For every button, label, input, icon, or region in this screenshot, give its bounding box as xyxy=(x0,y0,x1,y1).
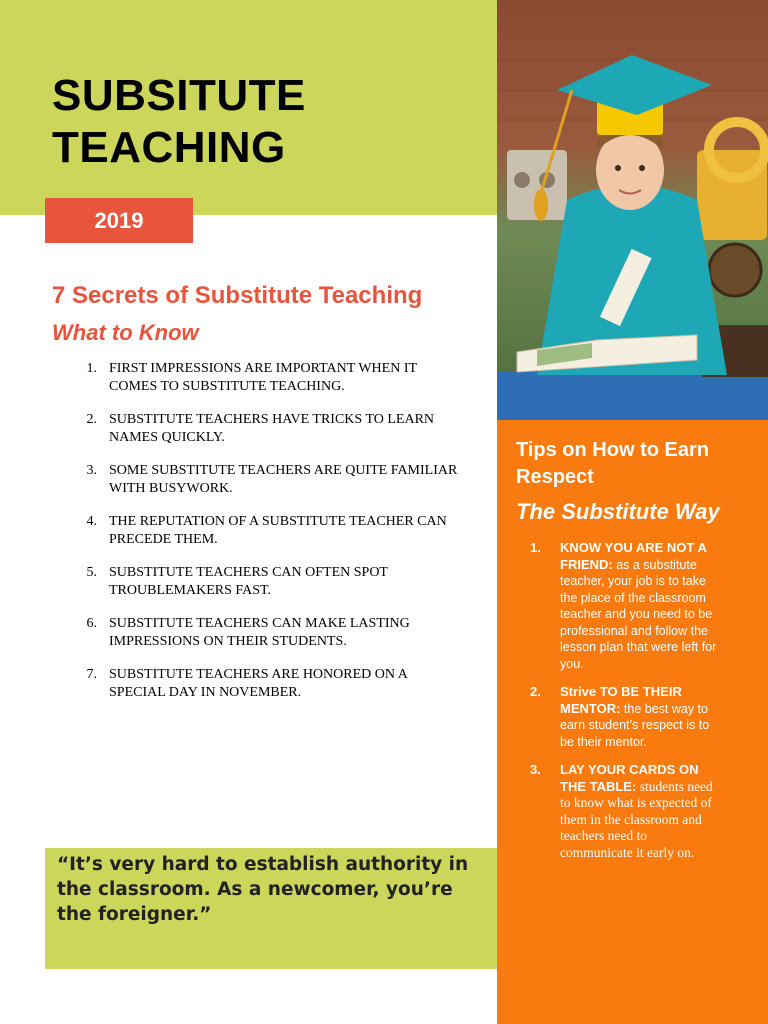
tips-list xyxy=(530,540,720,873)
list-text-line: PRECEDE THEM. xyxy=(109,531,218,547)
list-item xyxy=(55,411,475,446)
list-item xyxy=(530,540,720,672)
list-number: 7. xyxy=(86,667,97,682)
list-number: 6. xyxy=(86,616,97,631)
secrets-subheading: What to Know xyxy=(52,320,199,345)
list-number: 1. xyxy=(86,361,97,376)
list-text-line: NAMES QUICKLY. xyxy=(109,429,225,445)
list-text-line: TROUBLEMAKERS FAST. xyxy=(109,582,272,598)
tip-body: the best way to earn student’s respect is to be their mentor. xyxy=(560,701,710,749)
list-text-line: COMES TO SUBSTITUTE TEACHING. xyxy=(109,378,345,394)
list-item xyxy=(55,666,475,701)
list-text-line: THE REPUTATION OF A SUBSTITUTE TEACHER CAN xyxy=(109,514,447,529)
list-text-line: SUBSTITUTE TEACHERS CAN OFTEN SPOT xyxy=(109,565,388,580)
list-number: 2. xyxy=(86,412,97,427)
graduate-child-photo xyxy=(497,0,768,420)
list-number: 3. xyxy=(530,762,541,777)
list-text-line: WITH BUSYWORK. xyxy=(109,480,233,496)
quote-box xyxy=(45,848,497,969)
list-text-line: IMPRESSIONS ON THEIR STUDENTS. xyxy=(109,633,347,649)
list-item xyxy=(530,762,720,861)
photo-illustration xyxy=(497,0,768,420)
list-item xyxy=(55,615,475,650)
tip-body: students need to know what is expected of them in the classroom and teachers need to communicate it early on. xyxy=(560,778,713,860)
list-text-line: SOME SUBSTITUTE TEACHERS ARE QUITE FAMILIAR xyxy=(109,463,458,478)
secrets-list xyxy=(55,360,475,717)
title-band xyxy=(0,0,497,215)
page-title xyxy=(52,70,472,174)
list-number: 3. xyxy=(86,463,97,478)
tips-heading: Tips on How to Earn Respect xyxy=(516,439,709,488)
list-item xyxy=(55,462,475,497)
list-text-line: FIRST IMPRESSIONS ARE IMPORTANT WHEN IT xyxy=(109,361,418,376)
title-line-2: TEACHING xyxy=(52,123,286,172)
secrets-heading: 7 Secrets of Substitute Teaching xyxy=(52,282,423,309)
tip-key: LAY YOUR CARDS ON THE TABLE: xyxy=(560,762,699,794)
tips-subheading: The Substitute Way xyxy=(516,499,720,524)
list-item xyxy=(55,513,475,548)
list-item xyxy=(55,564,475,599)
list-text-line: SUBSTITUTE TEACHERS HAVE TRICKS TO LEARN xyxy=(109,412,435,427)
tip-key: Strive TO BE THEIR MENTOR: xyxy=(560,684,682,716)
year-badge: 2019 xyxy=(45,198,193,243)
quote-text: “It’s very hard to establish authority in the classroom. As a newcomer, you’re the foreigner.” xyxy=(57,854,469,925)
list-number: 1. xyxy=(530,540,541,555)
list-number: 5. xyxy=(86,565,97,580)
list-item xyxy=(55,360,475,395)
list-text-line: SUBSTITUTE TEACHERS CAN MAKE LASTING xyxy=(109,616,410,631)
list-number: 2. xyxy=(530,684,541,699)
title-line-1: SUBSITUTE xyxy=(52,71,306,120)
list-text-line: SUBSTITUTE TEACHERS ARE HONORED ON A xyxy=(109,667,408,682)
list-text-line: SPECIAL DAY IN NOVEMBER. xyxy=(109,684,302,700)
tip-key: KNOW YOU ARE NOT A FRIEND: xyxy=(560,540,707,572)
list-number: 4. xyxy=(86,514,97,529)
tip-body: as a substitute teacher, your job is to take the place of the classroom teacher and you need to be professional and follow the lesson plan that were left for you. xyxy=(560,557,717,671)
list-item xyxy=(530,684,720,750)
